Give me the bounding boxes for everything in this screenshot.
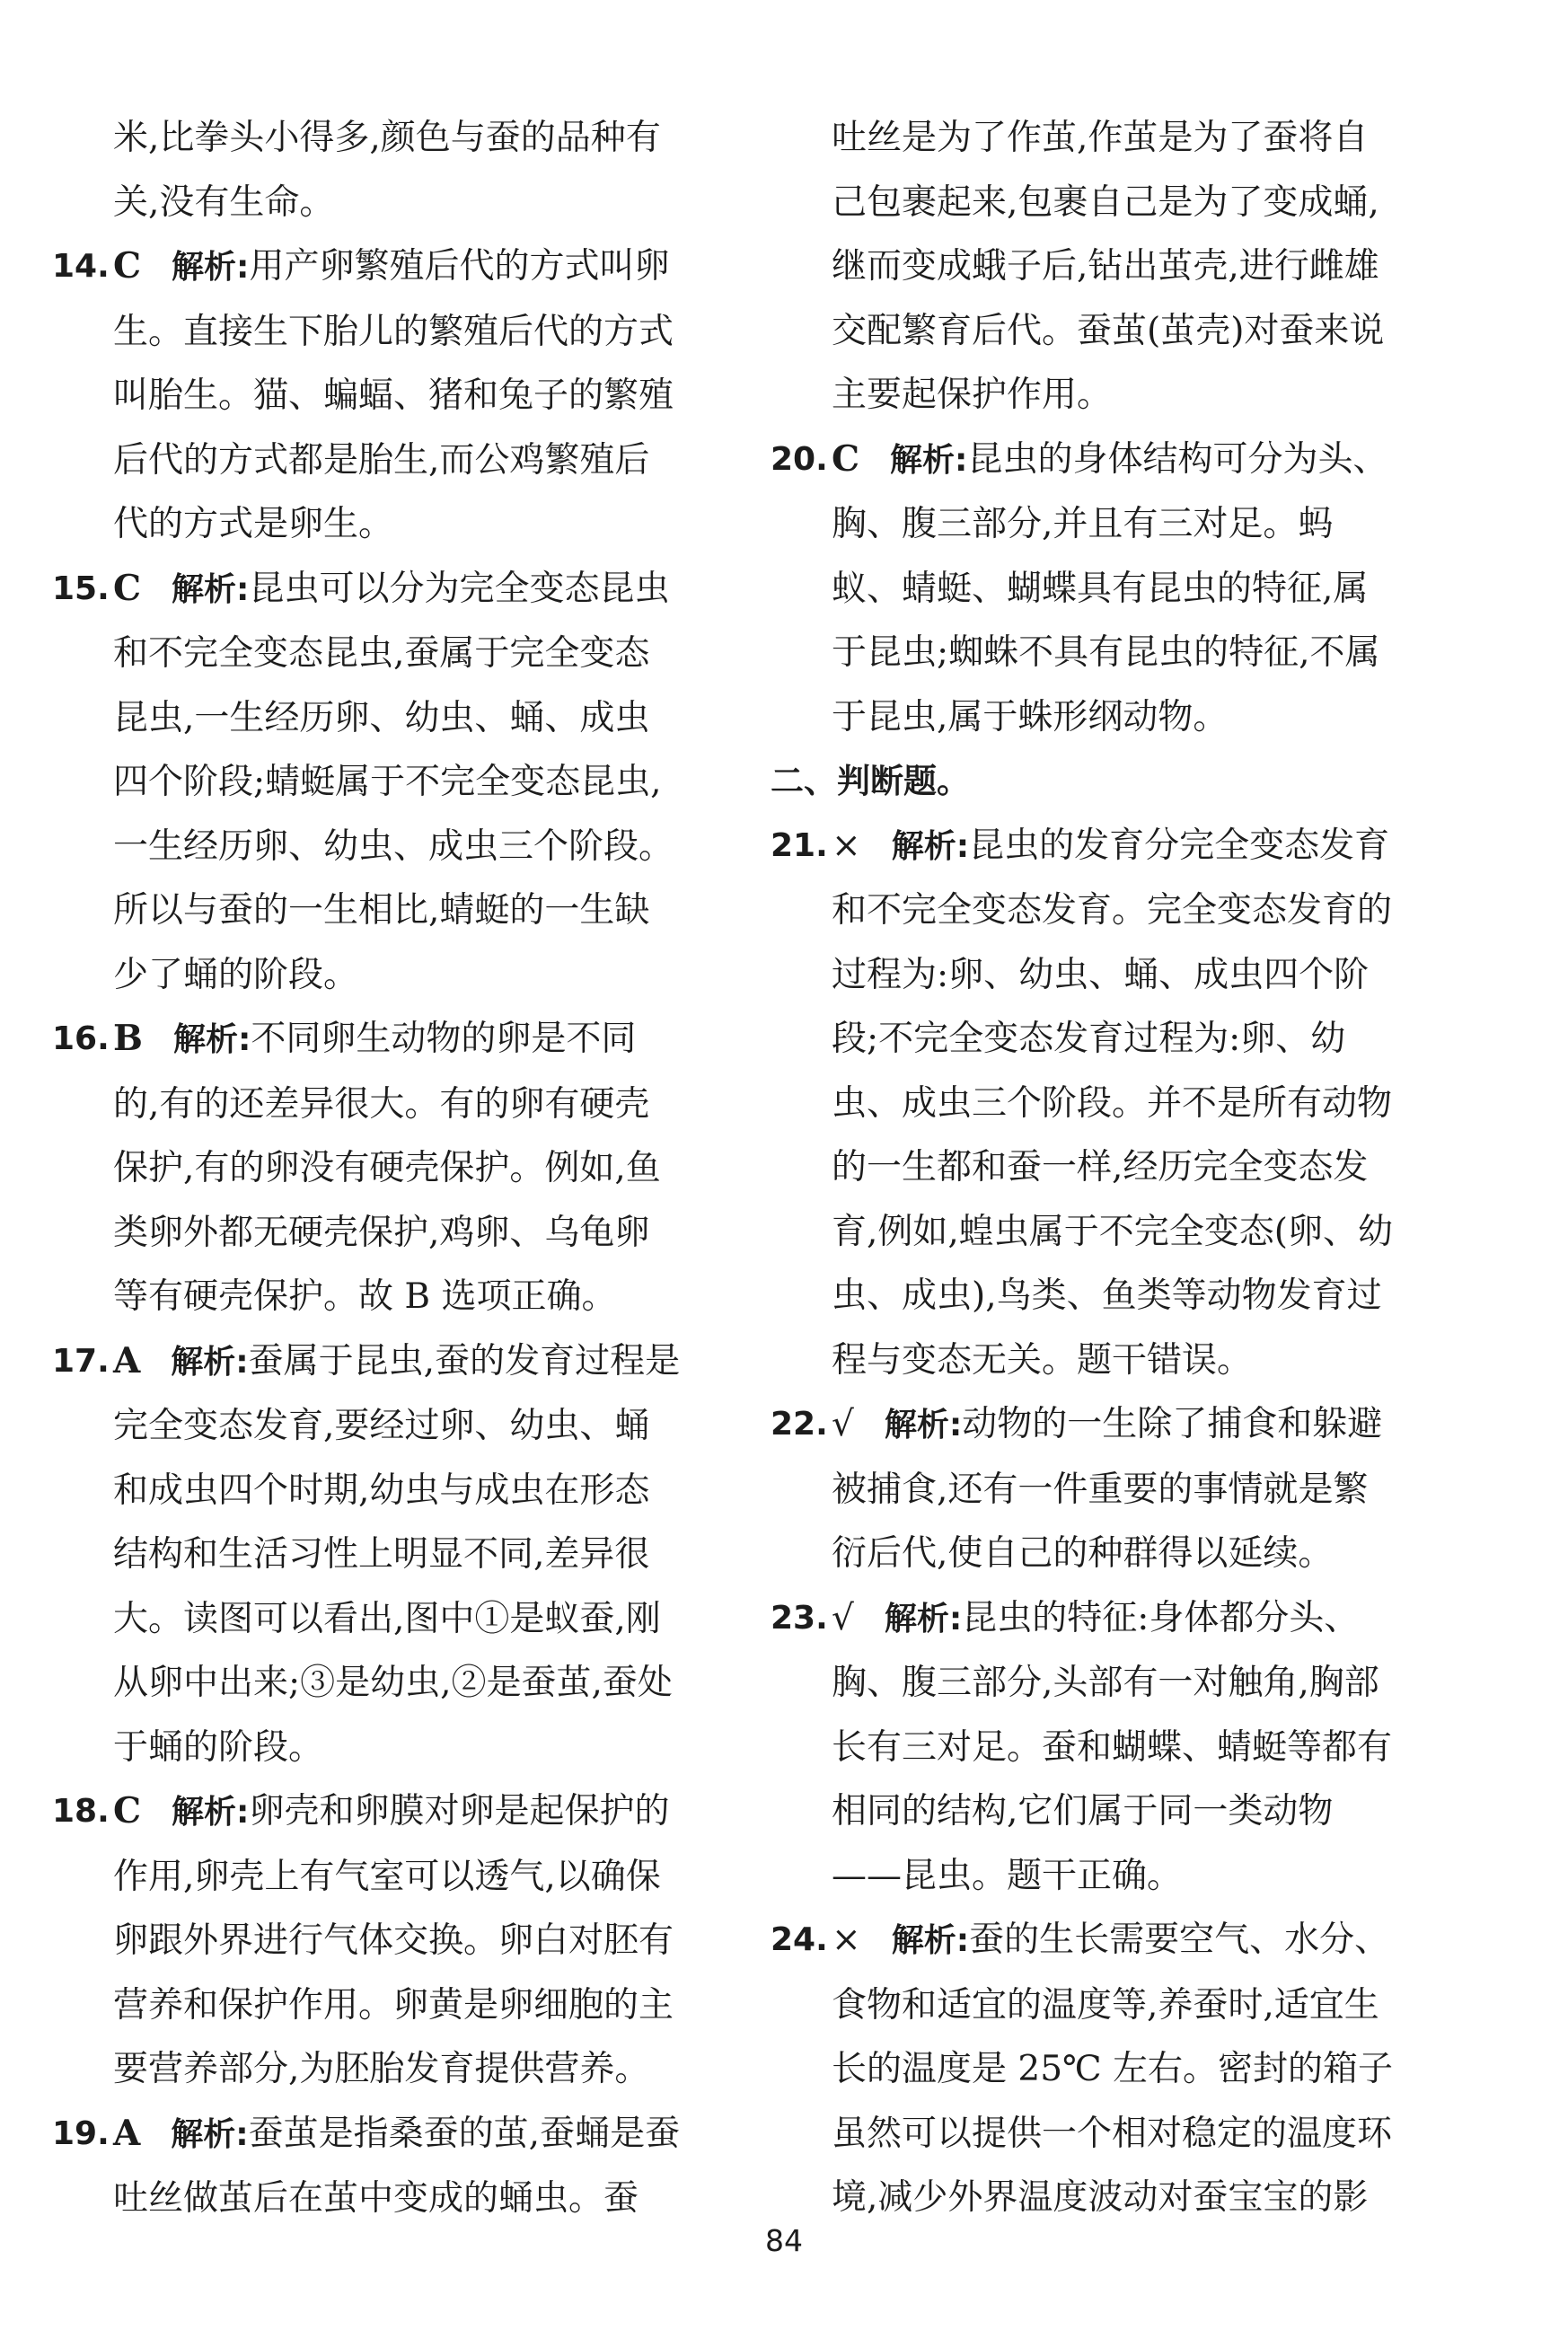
explanation-text: 动物的一生除了捕食和躲避被捕食,还有一件重要的事情就是繁衍后代,使自己的种群得以延续。 (832, 1404, 1383, 1574)
explanation-text: 蚕的生长需要空气、水分、食物和适宜的温度等,养蚕时,适宜生长的温度是 25℃ 左右。密封的箱子虽然可以提供一个相对稳定的温度环境,减少外界温度波动对蚕宝宝的影 (832, 1920, 1394, 2218)
answer-item-22 (771, 1392, 1399, 1586)
question-number: 17. (52, 1342, 110, 1380)
answer-choice: B (113, 1018, 143, 1059)
explanation-text: 昆虫的特征:身体都分头、胸、腹三部分,头部有一对触角,胸部长有三对足。蚕和蝴蝶、蜻蜓等都有相同的结构,它们属于同一类动物——昆虫。题干正确。 (832, 1597, 1393, 1896)
answer-item-15 (52, 557, 681, 1008)
analysis-label: 解析: (172, 1794, 250, 1831)
question-number: 22. (771, 1406, 828, 1443)
analysis-label: 解析: (891, 827, 970, 865)
answer-choice: A (113, 2112, 141, 2154)
answer-choice: C (113, 245, 142, 287)
answer-item-14 (52, 234, 681, 557)
cross-mark-icon: × (832, 825, 861, 866)
analysis-label: 解析: (884, 1600, 963, 1637)
explanation-text: 卵壳和卵膜对卵是起保护的作用,卵壳上有气室可以透气,以确保卵跟外界进行气体交换。卵白对胚有营养和保护作用。卵黄是卵细胞的主要营养部分,为胚胎发育提供营养。 (113, 1791, 674, 2089)
analysis-label: 解析: (172, 249, 250, 286)
answer-item-17 (52, 1329, 681, 1780)
question-number: 24. (771, 1921, 828, 1958)
answer-choice: C (113, 1790, 142, 1831)
answer-item-20 (771, 428, 1399, 750)
analysis-label: 解析: (171, 2115, 249, 2153)
question-number: 21. (771, 826, 828, 864)
explanation-text: 昆虫的身体结构可分为头、胸、腹三部分,并且有三对足。蚂蚁、蜻蜓、蝴蝶具有昆虫的特征,属于昆虫;蜘蛛不具有昆虫的特征,不属于昆虫,属于蛛形纲动物。 (832, 438, 1388, 737)
page-number: 84 (765, 2223, 803, 2258)
question-number: 18. (52, 1793, 110, 1830)
analysis-label: 解析: (884, 1407, 963, 1443)
answer-choice: C (113, 567, 142, 609)
answer-choice: A (113, 1339, 141, 1381)
answer-item-23 (771, 1586, 1399, 1909)
answer-item (52, 106, 681, 234)
explanation-text: 蚕属于昆虫,蚕的发育过程是完全变态发育,要经过卵、幼虫、蛹和成虫四个时期,幼虫与成虫在形态结构和生活习性上明显不同,差异很大。读图可以看出,图中①是蚁蚕,刚从卵中出来;③是幼虫,②是蚕茧,蚕处于蛹的阶段。 (113, 1340, 681, 1768)
check-mark-icon: √ (832, 1404, 854, 1444)
check-mark-icon: √ (832, 1597, 854, 1638)
analysis-label: 解析: (172, 1021, 251, 1058)
question-number: 14. (52, 248, 110, 285)
analysis-label: 解析: (171, 1343, 249, 1381)
analysis-label: 解析: (890, 441, 968, 479)
explanation-text: 吐丝是为了作茧,作茧是为了蚕将自己包裹起来,包裹自己是为了变成蛹,继而变成蛾子后,钻出茧壳,进行雌雄交配繁育后代。蚕茧(茧壳)对蚕来说主要起保护作用。 (832, 118, 1385, 415)
question-number: 16. (52, 1020, 110, 1057)
answer-item-21 (771, 814, 1399, 1393)
explanation-text: 用产卵繁殖后代的方式叫卵生。直接生下胎儿的繁殖后代的方式叫胎生。猫、蝙蝠、猪和兔子的繁殖后代的方式都是胎生,而公鸡繁殖后代的方式是卵生。 (113, 246, 674, 544)
explanation-text: 昆虫的发育分完全变态发育和不完全变态发育。完全变态发育的过程为:卵、幼虫、蛹、成虫四个阶段;不完全变态发育过程为:卵、幼虫、成虫三个阶段。并不是所有动物的一生都和蚕一样,经历完全变态发育,例如,蝗虫属于不完全变态(卵、幼虫、成虫),鸟类、鱼类等动物发育过程与变态无关。题干错误。 (832, 825, 1394, 1381)
left-column (52, 106, 681, 2231)
explanation-text: 昆虫可以分为完全变态昆虫和不完全变态昆虫,蚕属于完全变态昆虫,一生经历卵、幼虫、蛹、成虫四个阶段;蜻蜓属于不完全变态昆虫,一生经历卵、幼虫、成虫三个阶段。所以与蚕的一生相比,蜻蜓的一生缺少了蛹的阶段。 (113, 568, 674, 995)
answer-choice: C (832, 437, 860, 480)
cross-mark-icon: × (832, 1920, 861, 1960)
answer-item-16 (52, 1007, 681, 1329)
question-number: 23. (771, 1599, 828, 1637)
right-column (771, 106, 1399, 2230)
explanation-text: 蚕茧是指桑蚕的茧,蚕蛹是蚕吐丝做茧后在茧中变成的蛹虫。蚕 (113, 2113, 681, 2219)
section-heading-judgement: 二、判断题。 (771, 762, 970, 800)
answer-item-24 (771, 1908, 1399, 2230)
explanation-text: 不同卵生动物的卵是不同的,有的还差异很大。有的卵有硬壳保护,有的卵没有硬壳保护。例如,鱼类卵外都无硬壳保护,鸡卵、乌龟卵等有硬壳保护。故 B 选项正确。 (113, 1019, 661, 1317)
answer-item-18 (52, 1779, 681, 2102)
question-number: 20. (771, 440, 828, 478)
question-number: 19. (52, 2114, 110, 2152)
answer-item-19 (52, 2102, 681, 2231)
explanation-text: 米,比拳头小得多,颜色与蚕的品种有关,没有生命。 (113, 118, 661, 223)
analysis-label: 解析: (891, 1922, 970, 1959)
answer-item (771, 106, 1399, 428)
question-number: 15. (52, 569, 110, 607)
analysis-label: 解析: (172, 570, 250, 608)
